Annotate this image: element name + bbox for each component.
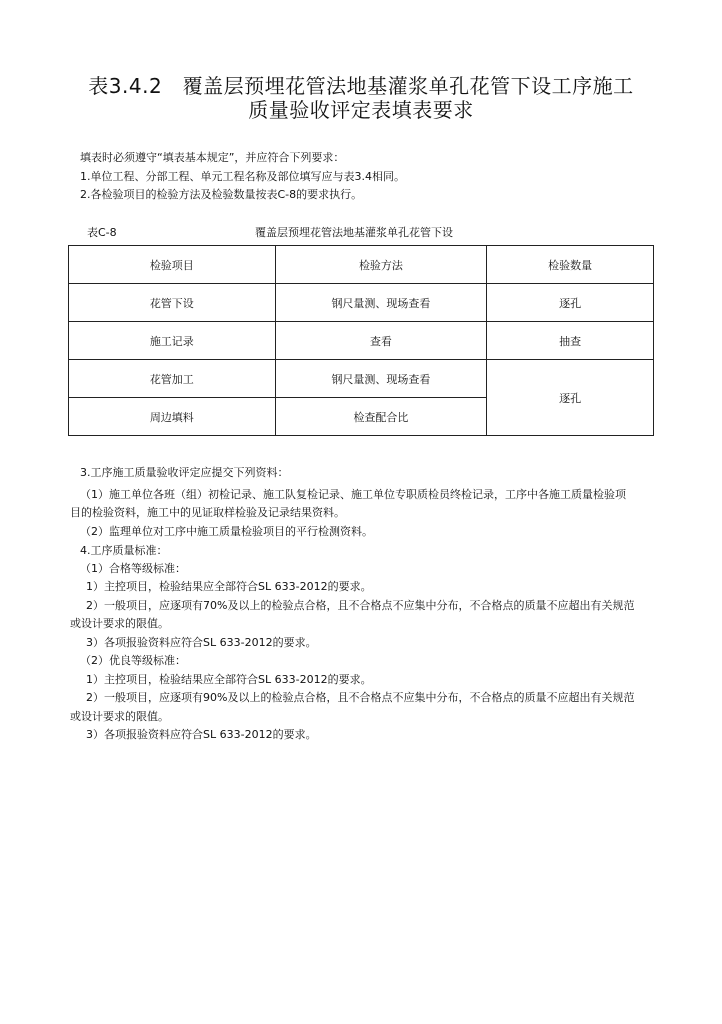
header-cell-quantity: 检验数量 [487,246,654,284]
req-4-2-3: 3）各项报验资料应符合SL 633-2012的要求。 [86,728,317,741]
table-row [69,284,654,322]
cell-method: 钢尺量测、现场查看 [275,284,487,322]
table-caption-label: 表C-8 [87,226,117,239]
intro-item-1: 1.单位工程、分部工程、单元工程名称及部位填写应与表3.4相同。 [80,170,405,183]
intro-lead: 填表时必须遵守“填表基本规定”，并应符合下列要求： [80,151,345,164]
req-4-2-2a: 2）一般项目，应逐项有90%及以上的检验点合格，且不合格点不应集中分布，不合格点的质量不应超出有关规范 [86,691,635,704]
req-4-1-2b: 或设计要求的限值。 [70,617,169,630]
cell-quantity: 抽查 [487,322,654,360]
cell-item: 周边填料 [69,398,276,436]
table-row [69,360,654,398]
cell-item: 花管加工 [69,360,276,398]
req-4-2: （2）优良等级标准： [80,654,186,667]
req-4-1: （1）合格等级标准： [80,562,186,575]
table-header-row [69,246,654,284]
req-4-1-3: 3）各项报验资料应符合SL 633-2012的要求。 [86,636,317,649]
inspection-table [68,245,654,436]
document-title-line-1: 表3.4.2 覆盖层预埋花管法地基灌浆单孔花管下设工序施工 [88,74,634,98]
req-4-2-1: 1）主控项目，检验结果应全部符合SL 633-2012的要求。 [86,673,372,686]
cell-item: 施工记录 [69,322,276,360]
cell-method: 钢尺量测、现场查看 [275,360,487,398]
req-4-1-1: 1）主控项目，检验结果应全部符合SL 633-2012的要求。 [86,580,372,593]
cell-quantity-merged: 逐孔 [487,360,654,436]
req-3-2: （2）监理单位对工序中施工质量检验项目的平行检测资料。 [80,525,373,538]
cell-quantity: 逐孔 [487,284,654,322]
cell-method: 查看 [275,322,487,360]
req-4-2-2b: 或设计要求的限值。 [70,710,169,723]
req-4-1-2a: 2）一般项目，应逐项有70%及以上的检验点合格，且不合格点不应集中分布，不合格点的质量不应超出有关规范 [86,599,635,612]
header-cell-item: 检验项目 [69,246,276,284]
intro-item-2: 2.各检验项目的检验方法及检验数量按表C-8的要求执行。 [80,188,363,201]
table-caption-title: 覆盖层预埋花管法地基灌浆单孔花管下设 [255,226,453,239]
req-4: 4.工序质量标准： [80,544,168,557]
cell-method: 检查配合比 [275,398,487,436]
document-title-line-2: 质量验收评定表填表要求 [248,98,474,122]
req-3: 3.工序施工质量验收评定应提交下列资料： [80,466,289,479]
req-3-1b: 目的检验资料，施工中的见证取样检验及记录结果资料。 [70,506,345,519]
table-row [69,322,654,360]
cell-item: 花管下设 [69,284,276,322]
header-cell-method: 检验方法 [275,246,487,284]
req-3-1a: （1）施工单位各班（组）初检记录、施工队复检记录、施工单位专职质检员终检记录，工序中各施工质量检验项 [80,488,626,501]
